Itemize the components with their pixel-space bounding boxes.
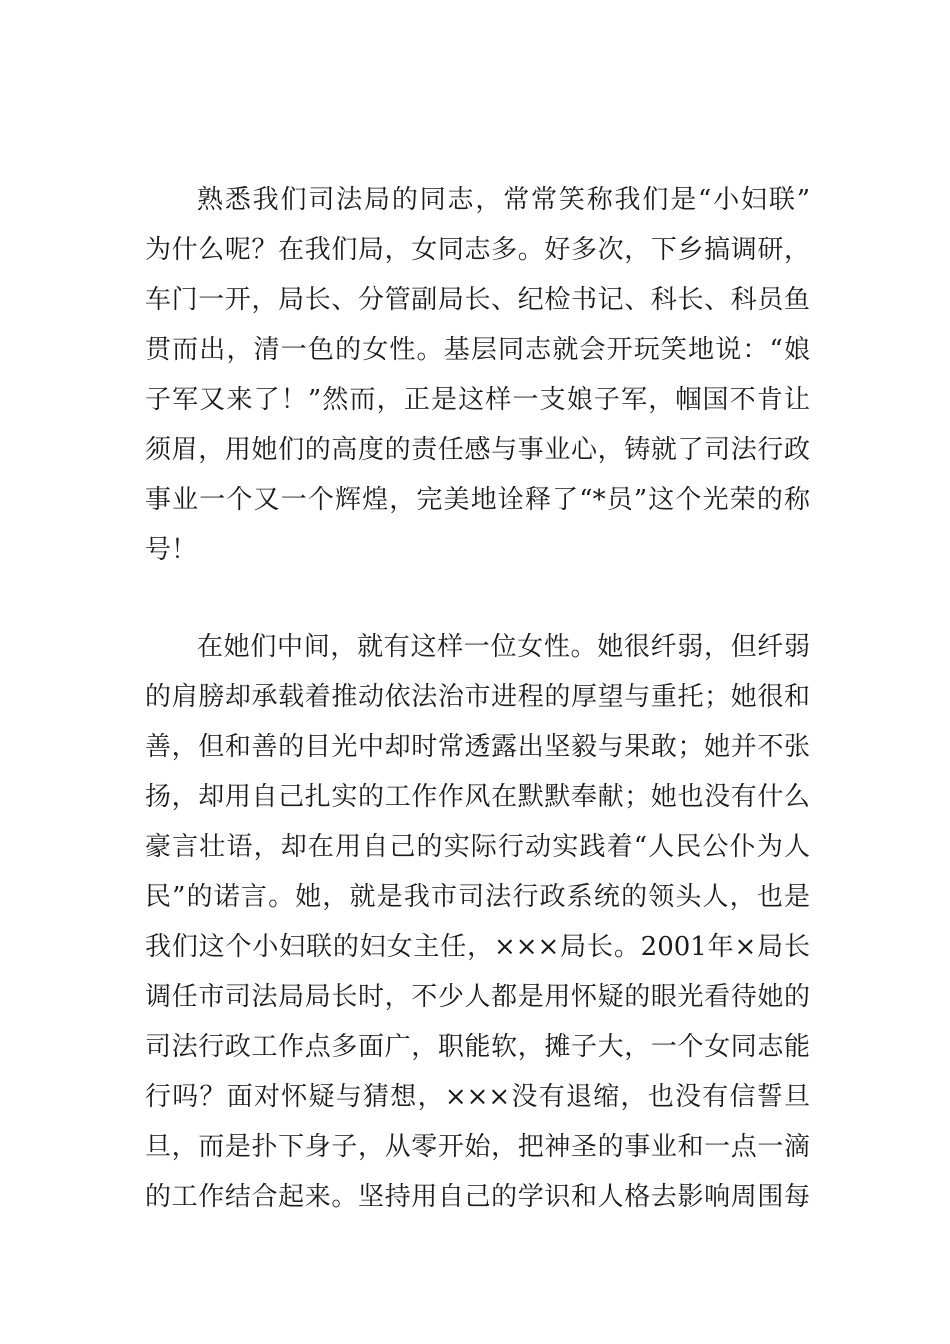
text-line: 豪言壮语，却在用自己的实际行动实践着“人民公仆为人	[145, 832, 810, 862]
text-line: 事业一个又一个辉煌，完美地诠释了“*员”这个光荣的称	[145, 485, 810, 515]
text-line: 的肩膀却承载着推动依法治市进程的厚望与重托；她很和	[145, 682, 810, 712]
text-line: 调任市司法局局长时，不少人都是用怀疑的眼光看待她的	[145, 982, 810, 1012]
text-line: 我们这个小妇联的妇女主任，×××局长。2001年×局长	[145, 932, 810, 962]
text-line: 熟悉我们司法局的同志，常常笑称我们是“小妇联”	[197, 185, 810, 215]
text-line: 为什么呢？在我们局，女同志多。好多次，下乡搞调研，	[145, 235, 810, 265]
text-line: 在她们中间，就有这样一位女性。她很纤弱，但纤弱	[197, 632, 810, 662]
text-line: 号！	[145, 535, 198, 565]
text-line: 善，但和善的目光中却时常透露出坚毅与果敢；她并不张	[145, 732, 810, 762]
text-line: 车门一开，局长、分管副局长、纪检书记、科长、科员鱼	[145, 285, 810, 315]
text-line: 司法行政工作点多面广，职能软，摊子大，一个女同志能	[145, 1032, 810, 1062]
text-line: 贯而出，清一色的女性。基层同志就会开玩笑地说：“娘	[145, 335, 810, 365]
text-line: 子军又来了！”然而，正是这样一支娘子军，帼国不肯让	[145, 385, 810, 415]
text-line: 扬，却用自己扎实的工作作风在默默奉献；她也没有什么	[145, 782, 810, 812]
text-line: 的工作结合起来。坚持用自己的学识和人格去影响周围每	[145, 1182, 810, 1212]
text-line: 行吗？面对怀疑与猜想，×××没有退缩，也没有信誓旦	[145, 1082, 810, 1112]
text-line: 旦，而是扑下身子，从零开始，把神圣的事业和一点一滴	[145, 1132, 810, 1162]
text-line: 须眉，用她们的高度的责任感与事业心，铸就了司法行政	[145, 435, 810, 465]
text-line: 民”的诺言。她，就是我市司法行政系统的领头人，也是	[145, 882, 810, 912]
